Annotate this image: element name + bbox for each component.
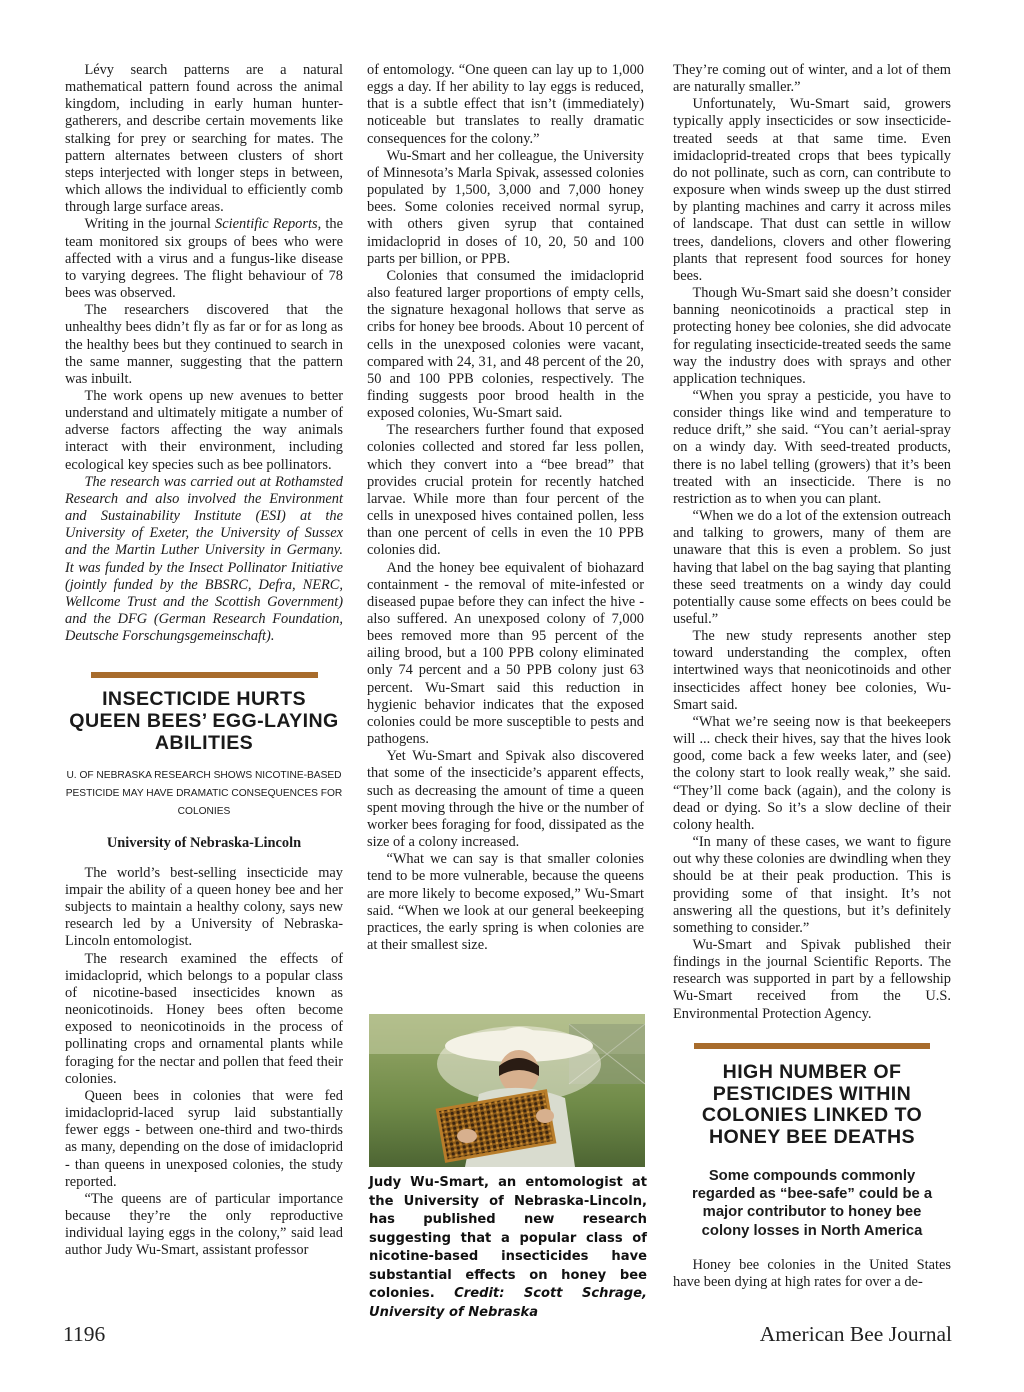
section-rule <box>91 672 318 678</box>
paragraph: Queen bees in colonies that were fed imidacloprid-laced syrup laid substantially fewer eggs - between one-third and two-thirds as many, depending on the dose of imidacloprid - than queens in unexposed colonies, the study reported. <box>65 1087 343 1190</box>
paragraph: “What we’re seeing now is that beekeepers will ... check their hives, say that the hives look good, come back a few weeks later, and (see) the colony start to look really weak,” she said. “They’ll come back (again), and the colony is dead or dying. So it’s a slow decline of their colony health. <box>673 713 951 833</box>
caption-text: Judy Wu-Smart, an entomologist at the University of Nebraska-Lincoln, has published new research suggesting that a popular class of nicotine-based insecticides have substantial effects on honey bee colonies. <box>369 1175 647 1301</box>
paragraph: “What we can say is that smaller colonies tend to be more vulnerable, because the queens are more likely to become exposed,” Wu-Smart said. “When we look at our general beekeeping practices, the early spring is when colonies are at their smallest size. <box>367 851 644 953</box>
paragraph: Wu-Smart and her colleague, the University of Minnesota’s Marla Spivak, assessed colonies populated by 1,500, 3,000 and 7,000 honey bees. Some colonies received normal syrup, with others given syrup that contained imidacloprid in doses of 10, 20, 50 and 100 parts per billion, or PPB. <box>367 147 644 267</box>
paragraph: “The queens are of particular importance because they’re the only reproductive individual laying eggs in the colony,” said lead author Judy Wu-Smart, assistant professor <box>65 1190 343 1259</box>
article-deck: Some compounds commonly regarded as “bee-safe” could be a major contributor to honey bee colony losses in North America <box>691 1167 933 1239</box>
paragraph: “When you spray a pesticide, you have to consider things like wind and temperature to reduce drift,” she said. “You can’t aerial-spray on a windy day. With seed-treated products, there is no label telling (growers) that it’s been treated with an insecticide. There is no restriction as to when you can plant. <box>673 387 951 507</box>
paragraph: “When we do a lot of the extension outreach and talking to growers, many of them are unaware that this is even a problem. So just having that label on the bag saying that planting these seed treatments on a windy day could potentially cause some effects on bees could be useful.” <box>673 508 951 627</box>
article-headline: HIGH NUMBER OF PESTICIDES WITHIN COLONIES LINKED TO HONEY BEE DEATHS <box>701 1060 923 1149</box>
section-rule <box>694 1043 930 1049</box>
paragraph: The work opens up new avenues to better understand and ultimately mitigate a number of adverse factors affecting the way animals interact with their environment, including ecological key species such as bee pollinators. <box>65 387 343 473</box>
journal-name: Scientific Reports <box>215 216 318 233</box>
paragraph: Yet Wu-Smart and Spivak also discovered that some of the insecticide’s apparent effects, such as decreasing the amount of time a queen spent moving through the hive or the number of worker bees foraging for food, dissipated as the size of a colony increased. <box>367 748 644 851</box>
paragraph <box>65 216 343 302</box>
paragraph: Unfortunately, Wu-Smart said, growers typically apply insecticides or sow insecticide-treated seeds at that same time. Even imidacloprid-treated crops that bees typically do not pollinate, such as corn, can contribute to exposure when winds sweep up the dust stirred by planting machines and carry it across miles of landscape. That dust can settle in willow trees, dandelions, clovers and other flowering plants that represent food sources for honey bees. <box>673 96 951 284</box>
paragraph: The world’s best-selling insecticide may impair the ability of a queen honey bee and her subjects to maintain a healthy colony, says new research led by a University of Nebraska-Lincoln entomologist. <box>65 864 343 950</box>
paragraph: The new study represents another step toward understanding the complex, often intertwined ways that neonicotinoids and other insecticides affect honey bee colonies, Wu-Smart said. <box>673 628 951 713</box>
paragraph: Colonies that consumed the imidacloprid also featured larger proportions of empty cells, the signature hexagonal hollows that serve as cribs for honey bee broods. About 10 percent of cells in the unexposed colonies were vacant, compared with 24, 31, and 48 percent of the 20, 50 and 100 PPB colonies, respectively. The finding suggests poor brood health in the exposed colonies, Wu-Smart said. <box>367 267 644 422</box>
paragraph: Honey bee colonies in the United States have been dying at high rates for over a de- <box>673 1256 951 1290</box>
article-headline: INSECTICIDE HURTS QUEEN BEES’ EGG-LAYING ABILITIES <box>69 688 339 754</box>
paragraph: And the honey bee equivalent of biohazard containment - the removal of mite-infested or diseased pupae before they can infect the hive - also suffered. An unexposed colony of 7,000 bees removed more than 95 percent of the ailing brood, but a 100 PPB colony eliminated only 74 percent and a 50 PPB colony just 63 percent. Wu-Smart said this reduction in hygienic behavior indicates that the exposed colonies could be more susceptible to pests and pathogens. <box>367 559 644 748</box>
paragraph: The researchers discovered that the unhealthy bees didn’t fly as far or for as long as the healthy bees but they continued to search in the same manner, suggesting that the pattern was inbuilt. <box>65 302 343 387</box>
journal-title: American Bee Journal <box>759 1322 952 1346</box>
article-byline: University of Nebraska-Lincoln <box>106 834 302 851</box>
photo-caption <box>369 1174 647 1322</box>
funding-note: The research was carried out at Rothamsted Research and also involved the Environment and Sustainability Institute (ESI) at the University of Exeter, the University of Sussex and the Martin Luther University in Germany. It was funded by the Insect Pollinator Initiative (jointly funded by the BBSRC, Defra, NERC, Wellcome Trust and the Scottish Government) and the DFG (German Research Foundation, Deutsche Forschungsgemeinschaft). <box>65 473 343 645</box>
paragraph: of entomology. “One queen can lay up to 1,000 eggs a day. If her ability to lay eggs is reduced, that is a subtle effect that isn’t (immediately) noticeable but translates to really dramatic consequences for the colony.” <box>367 62 644 147</box>
paragraph: The research examined the effects of imidacloprid, which belongs to a popular class of nicotine-based insecticides known as neonicotinoids. Honey bees often become exposed to neonicotinoids in the process of pollinating crops and ornamental plants while foraging for the nectar and pollen that feed their colonies. <box>65 950 343 1087</box>
paragraph: Wu-Smart and Spivak published their findings in the journal Scientific Reports. The research was supported in part by a fellowship Wu-Smart received from the U.S. Environmental Protection Agency. <box>673 936 951 1022</box>
column-2 <box>367 62 644 954</box>
page-number: 1196 <box>63 1322 106 1346</box>
article-deck: U. OF NEBRASKA RESEARCH SHOWS NICOTINE-BASED PESTICIDE MAY HAVE DRAMATIC CONSEQUENCES FOR COLONIES <box>65 769 343 817</box>
paragraph: The researchers further found that exposed colonies collected and stored far less pollen, which they convert into a “bee bread” that provides crucial protein for recently hatched larvae. While more than four percent of the cells in unexposed hives contained pollen, less than one percent of cells in even the 10 PPB colonies did. <box>367 422 644 559</box>
paragraph: They’re coming out of winter, and a lot of them are naturally smaller.” <box>673 62 951 96</box>
photo-illustration <box>369 1014 645 1167</box>
column-3 <box>673 62 951 1291</box>
paragraph: Lévy search patterns are a natural mathematical pattern found across the animal kingdom, including in early human hunter-gatherers, and describe certain movements like stalking for prey or searching for mates. The pattern alternates between clusters of short steps interjected with longer steps in between, which allows the individual to efficiently comb through large surface areas. <box>65 62 343 216</box>
column-1 <box>65 62 343 1259</box>
beekeeper-photo <box>369 1014 645 1167</box>
text-run: Writing in the journal <box>84 216 216 233</box>
paragraph: Though Wu-Smart said she doesn’t consider banning neonicotinoids a practical step in protecting honey bee colonies, she did advocate for regulating insecticide-treated seeds the same way the industry does with sprays and other application techniques. <box>673 285 951 387</box>
photo-credit: Credit: Scott Schrage, University of Nebraska <box>369 1286 647 1320</box>
text-run: , the team monitored six groups of bees who were affected with a virus and a fungus-like disease to varying degrees. The flight behaviour of 78 bees was observed. <box>65 216 343 302</box>
paragraph: “In many of these cases, we want to figure out why these colonies are dwindling when they should be at their peak production. This is providing some of that insight. It’s not answering all the questions, but it’s definitely something to consider.” <box>673 834 951 936</box>
